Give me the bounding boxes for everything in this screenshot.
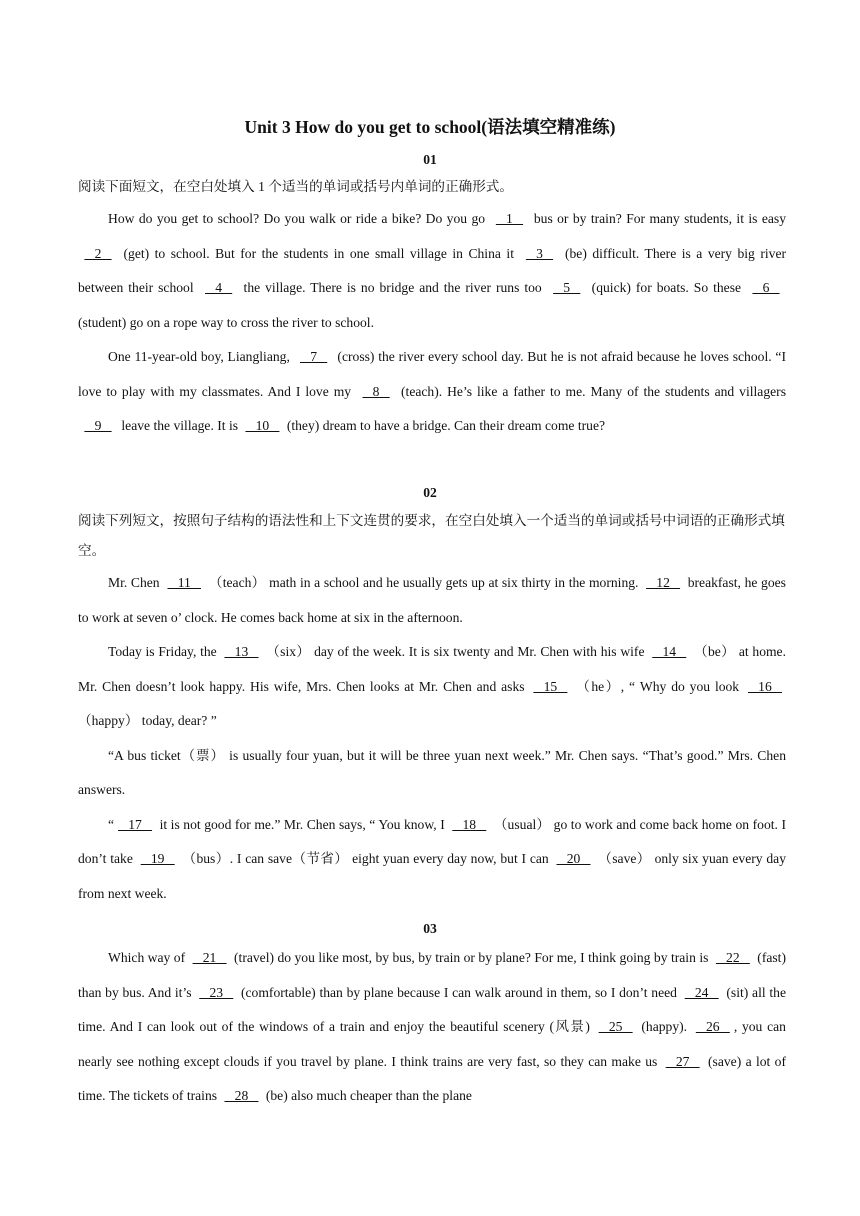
section-01 <box>78 172 786 444</box>
answer-blank: 8 <box>362 383 390 399</box>
section-03 <box>78 941 786 1114</box>
paragraph: “ 17 it is not good for me.” Mr. Chen says, “ You know, I 18 （usual） go to work and come back home on foot. I don’t take 19 （bus）. I can save（节省） eight yuan every day now, but I can 20 （save） only six yuan every day from next week. <box>78 808 786 912</box>
section-instruction: 阅读下面短文，在空白处填入 1 个适当的单词或括号内单词的正确形式。 <box>78 179 513 194</box>
section-number: 01 <box>423 152 437 167</box>
answer-blank: 20 <box>556 851 591 866</box>
answer-blank: 23 <box>199 984 234 1000</box>
answer-blank: 28 <box>224 1088 259 1103</box>
answer-blank: 17 <box>118 816 153 832</box>
answer-blank: 25 <box>598 1019 633 1034</box>
paragraph: Mr. Chen 11 （teach） math in a school and he usually gets up at six thirty in the morning. 12 breakfast, he goes to work at seven o’ clock. He comes back home at six in the afternoon. <box>78 566 786 635</box>
paragraph: One 11-year-old boy, Liangliang, 7 (cross) the river every school day. But he is not afraid because he loves school. “I love to play with my classmates. And I love my 8 (teach). He’s like a father to me. Many of the students and villagers 9 leave the village. It is 10 (they) dream to have a bridge. Can their dream come true? <box>78 340 786 444</box>
paragraph: How do you get to school? Do you walk or ride a bike? Do you go 1 bus or by train? For many students, it is easy 2 (get) to school. But for the students in one small village in China it 3 (be) difficult. There is a very big river between their school 4 the village. There is no bridge and the river runs too 5 (quick) for boats. So these 6 (student) go on a rope way to cross the river to school. <box>78 202 786 340</box>
answer-blank: 12 <box>646 575 681 590</box>
answer-blank: 26 <box>695 1019 730 1034</box>
answer-blank: 6 <box>752 280 780 295</box>
answer-blank: 15 <box>533 678 568 694</box>
document-title: Unit 3 How do you get to school(语法填空精准练) <box>244 117 616 137</box>
answer-blank: 24 <box>684 984 719 1000</box>
answer-blank: 19 <box>140 851 175 866</box>
answer-blank: 27 <box>665 1053 700 1069</box>
answer-blank: 11 <box>167 575 201 590</box>
answer-blank: 7 <box>300 349 328 364</box>
answer-blank: 13 <box>224 644 259 659</box>
answer-blank: 22 <box>715 950 750 965</box>
answer-blank: 10 <box>245 418 280 433</box>
answer-blank: 5 <box>553 280 581 295</box>
section-number: 02 <box>423 485 437 500</box>
answer-blank: 14 <box>652 644 687 659</box>
answer-blank: 1 <box>495 211 524 226</box>
paragraph: Today is Friday, the 13 （six） day of the week. It is six twenty and Mr. Chen with his wife 14 （be） at home. Mr. Chen doesn’t look happy. His wife, Mrs. Chen looks at Mr. Chen and asks 15 （he）, “ Why do you look 16 （happy） today, dear? ” <box>78 635 786 739</box>
paragraph: “A bus ticket（票） is usually four yuan, but it will be three yuan next week.” Mr. Chen says. “That’s good.” Mrs. Chen answers. <box>78 747 786 797</box>
answer-blank: 18 <box>452 816 487 832</box>
answer-blank: 3 <box>525 245 554 261</box>
section-02 <box>78 506 786 911</box>
answer-blank: 16 <box>747 678 782 694</box>
section-number: 03 <box>423 921 437 936</box>
answer-blank: 2 <box>84 245 112 261</box>
section-instruction: 阅读下列短文，按照句子结构的语法性和上下文连贯的要求，在空白处填入一个适当的单词或括号中词语的正确形式填空。 <box>78 513 785 558</box>
paragraph: Which way of 21 (travel) do you like most, by bus, by train or by plane? For me, I think going by train is 22 (fast) than by bus. And it’s 23 (comfortable) than by plane because I can walk around in them, so I don’t need 24 (sit) all the time. And I can look out of the windows of a train and enjoy the beautiful scenery (风景) 25 (happy). 26 , you can nearly see nothing except clouds if you travel by plane. I think trains are very fast, so they can make us 27 (save) a lot of time. The tickets of trains 28 (be) also much cheaper than the plane <box>78 941 786 1114</box>
answer-blank: 4 <box>205 280 233 295</box>
answer-blank: 21 <box>192 950 227 965</box>
answer-blank: 9 <box>84 418 112 433</box>
